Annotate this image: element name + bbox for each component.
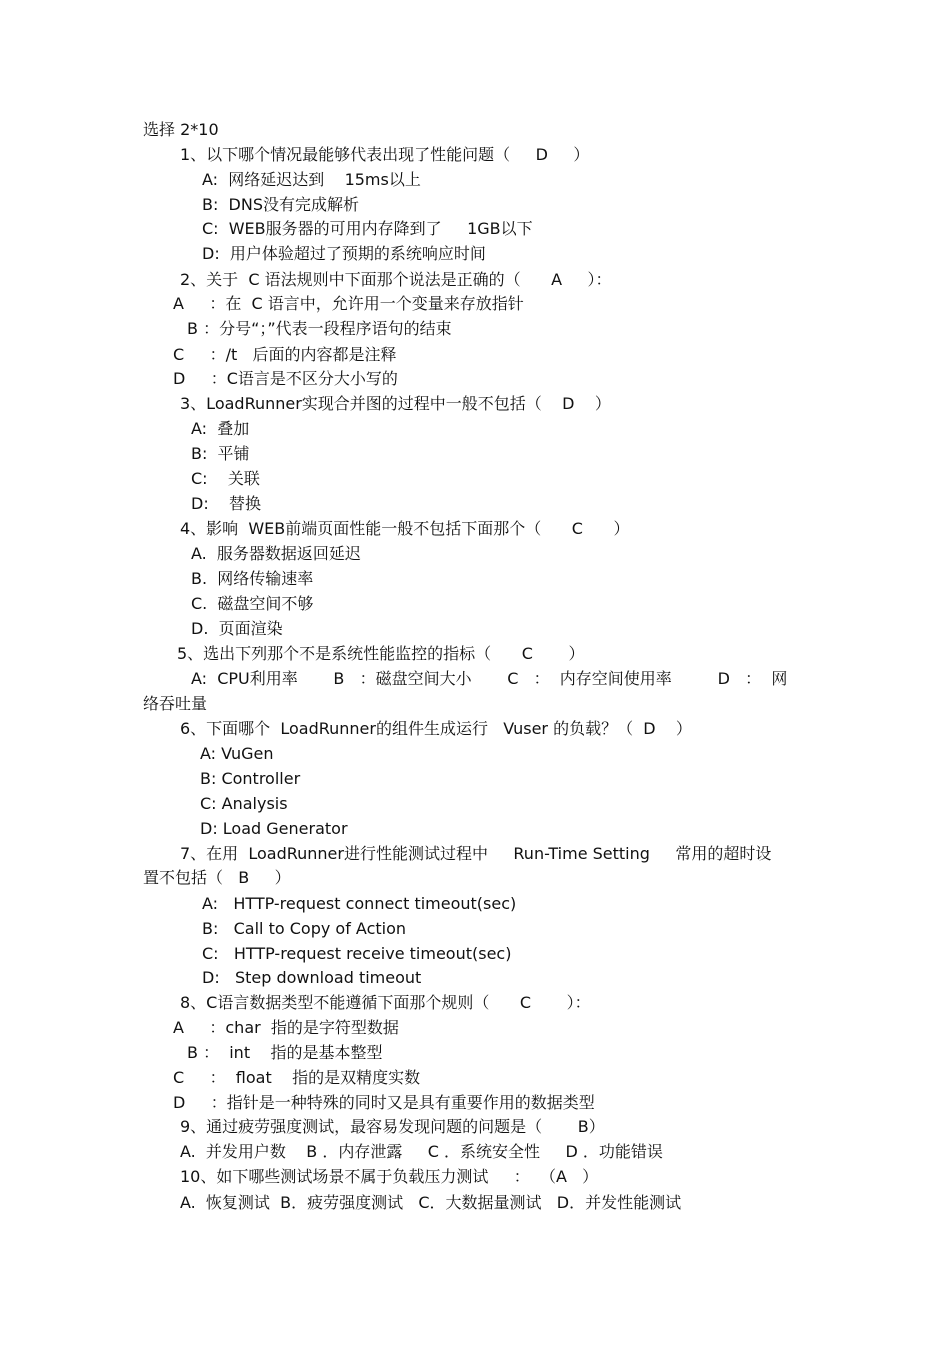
question-8-option-d: D ：指针是一种特殊的同时又是具有重要作用的数据类型 [173, 1093, 595, 1112]
question-7-option-b: B: Call to Copy of Action [202, 919, 407, 938]
question-8-option-c: C ： float 指的是双精度实数 [173, 1068, 421, 1087]
question-2-option-d: D ：C语言是不区分大小写的 [173, 369, 398, 388]
question-1-option-d: D: 用户体验超过了预期的系统响应时间 [202, 244, 486, 263]
question-1-option-c: C: WEB服务器的可用内存降到了 1GB以下 [202, 219, 533, 238]
question-8-option-a: A ：char 指的是字符型数据 [173, 1018, 399, 1037]
question-1-option-b: B: DNS没有完成解析 [202, 195, 359, 214]
question-2-option-b: B ：分号“；”代表一段程序语句的结束 [187, 319, 452, 338]
section-heading: 选择 2*10 [143, 120, 219, 139]
question-4-option-b: B. 网络传输速率 [191, 569, 314, 588]
question-3-option-c: C: 关联 [191, 469, 260, 488]
question-5-options-continued: 络吞吐量 [143, 694, 208, 713]
question-2-option-c: C ：/t 后面的内容都是注释 [173, 345, 397, 364]
question-3-option-d: D: 替换 [191, 494, 262, 513]
question-2-stem: 2、关于 C 语法规则中下面那个说法是正确的（ A ）： [180, 270, 612, 289]
question-6-option-c: C: Analysis [200, 794, 288, 813]
question-6-option-d: D: Load Generator [200, 819, 348, 838]
question-7-stem-continued: 置不包括（ B ） [143, 868, 291, 887]
question-1-stem: 1、以下哪个情况最能够代表出现了性能问题（ D ） [180, 145, 590, 164]
question-10-options: A. 恢复测试 B．疲劳强度测试 C．大数据量测试 D．并发性能测试 [180, 1193, 682, 1212]
question-10-stem: 10、如下哪些测试场景不属于负载压力测试 ： （A ） [180, 1167, 599, 1186]
question-6-option-b: B: Controller [200, 769, 301, 788]
question-8-option-b: B ： int 指的是基本整型 [187, 1043, 383, 1062]
question-9-stem: 9、通过疲劳强度测试，最容易发现问题的问题是（ B） [180, 1117, 605, 1136]
question-3-option-b: B: 平铺 [191, 444, 250, 463]
question-6-option-a: A: VuGen [200, 744, 274, 763]
question-4-stem: 4、影响 WEB前端页面性能一般不包括下面那个（ C ） [180, 519, 630, 538]
question-2-option-a: A ：在 C 语言中，允许用一个变量来存放指针 [173, 294, 524, 313]
question-5-stem: 5、选出下列那个不是系统性能监控的指标（ C ） [177, 644, 585, 663]
question-4-option-c: C. 磁盘空间不够 [191, 594, 314, 613]
question-7-option-c: C: HTTP-request receive timeout(sec) [202, 944, 512, 963]
question-9-options: A. 并发用户数 B ．内存泄露 C ．系统安全性 D ．功能错误 [180, 1142, 663, 1161]
question-5-options: A: CPU利用率 B ：磁盘空间大小 C ： 内存空间使用率 D ： 网 [191, 669, 788, 688]
question-4-option-d: D. 页面渲染 [191, 619, 283, 638]
question-4-option-a: A. 服务器数据返回延迟 [191, 544, 361, 563]
question-6-stem: 6、下面哪个 LoadRunner的组件生成运行 Vuser 的负载？（ D ） [180, 719, 692, 738]
question-3-option-a: A: 叠加 [191, 419, 250, 438]
question-7-option-d: D: Step download timeout [202, 968, 422, 987]
question-8-stem: 8、C语言数据类型不能遵循下面那个规则（ C ）： [180, 993, 591, 1012]
question-7-option-a: A: HTTP-request connect timeout(sec) [202, 894, 517, 913]
question-3-stem: 3、LoadRunner实现合并图的过程中一般不包括（ D ） [180, 394, 611, 413]
question-1-option-a: A: 网络延迟达到 15ms以上 [202, 170, 421, 189]
question-7-stem: 7、在用 LoadRunner进行性能测试过程中 Run-Time Setting 常用的超时设 [180, 844, 772, 863]
